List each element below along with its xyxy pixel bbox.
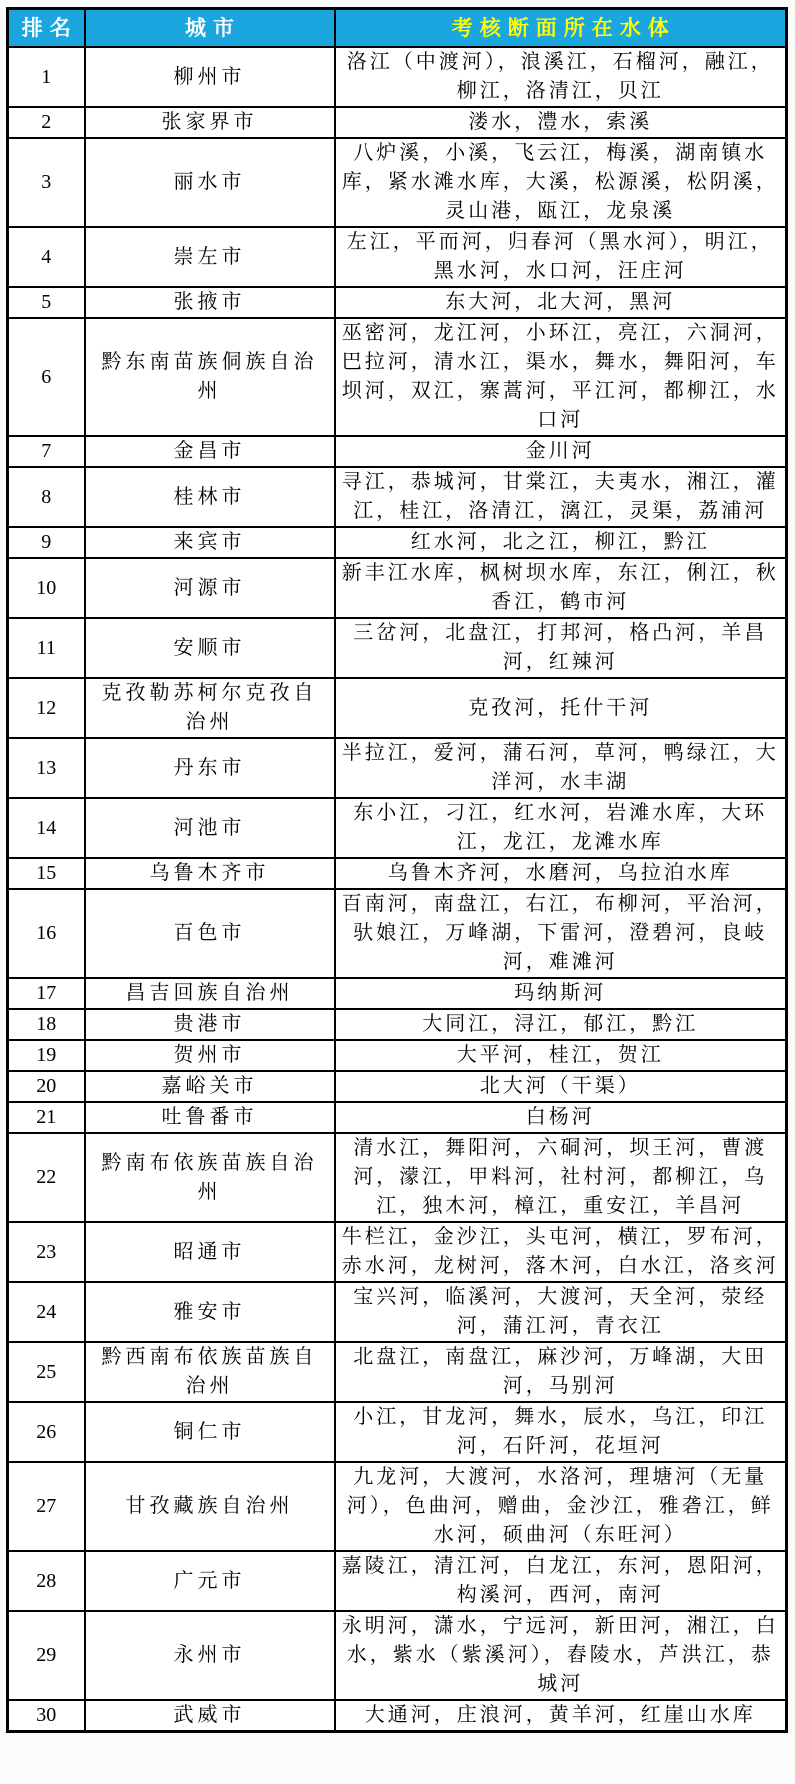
- table-row: [8, 527, 787, 558]
- waters-cell: 洛江（中渡河），浪溪江，石榴河，融江，柳江，洛清江，贝江: [335, 47, 787, 107]
- rank-cell: 1: [8, 47, 85, 107]
- header-row: [8, 9, 787, 48]
- city-cell: 金昌市: [85, 436, 335, 467]
- waters-cell: 百南河，南盘江，右江，布柳河，平治河，驮娘江，万峰湖，下雷河，澄碧河，良岐河，难滩河: [335, 889, 787, 978]
- city-cell: 武威市: [85, 1700, 335, 1732]
- city-cell: 黔东南苗族侗族自治州: [85, 318, 335, 436]
- rank-cell: 29: [8, 1611, 85, 1700]
- table-row: [8, 1009, 787, 1040]
- city-cell: 桂林市: [85, 467, 335, 527]
- city-cell: 贺州市: [85, 1040, 335, 1071]
- column-header-waters: 考核断面所在水体: [335, 9, 787, 48]
- column-header-rank: 排名: [8, 9, 85, 48]
- rank-cell: 18: [8, 1009, 85, 1040]
- waters-cell: 牛栏江，金沙江，头屯河，横江，罗布河，赤水河，龙树河，落木河，白水江，洛亥河: [335, 1222, 787, 1282]
- rank-cell: 28: [8, 1551, 85, 1611]
- waters-cell: 红水河，北之江，柳江，黔江: [335, 527, 787, 558]
- waters-cell: 清水江，舞阳河，六硐河，坝王河，曹渡河，濛江，甲料河，社村河，都柳江，乌江，独木河，樟江，重安江，羊昌河: [335, 1133, 787, 1222]
- table-row: [8, 618, 787, 678]
- table-row: [8, 1133, 787, 1222]
- waters-cell: 左江，平而河，归春河（黑水河），明江，黑水河，水口河，汪庄河: [335, 227, 787, 287]
- ranking-table: [6, 7, 788, 1733]
- city-cell: 河池市: [85, 798, 335, 858]
- waters-cell: 八炉溪，小溪，飞云江，梅溪，湖南镇水库，紧水滩水库，大溪，松源溪，松阴溪，灵山港，瓯江，龙泉溪: [335, 138, 787, 227]
- city-cell: 铜仁市: [85, 1402, 335, 1462]
- rank-cell: 22: [8, 1133, 85, 1222]
- city-cell: 永州市: [85, 1611, 335, 1700]
- table-row: [8, 1700, 787, 1732]
- rank-cell: 4: [8, 227, 85, 287]
- table-row: [8, 1102, 787, 1133]
- waters-cell: 克孜河，托什干河: [335, 678, 787, 738]
- rank-cell: 24: [8, 1282, 85, 1342]
- table-row: [8, 1551, 787, 1611]
- city-cell: 克孜勒苏柯尔克孜自治州: [85, 678, 335, 738]
- table-header: [8, 9, 787, 48]
- table-row: [8, 738, 787, 798]
- city-cell: 柳州市: [85, 47, 335, 107]
- table-row: [8, 227, 787, 287]
- rank-cell: 14: [8, 798, 85, 858]
- city-cell: 雅安市: [85, 1282, 335, 1342]
- table-row: [8, 47, 787, 107]
- waters-cell: 大通河，庄浪河，黄羊河，红崖山水库: [335, 1700, 787, 1732]
- table-row: [8, 1040, 787, 1071]
- table-row: [8, 889, 787, 978]
- table-row: [8, 978, 787, 1009]
- waters-cell: 寻江，恭城河，甘棠江，夫夷水，湘江，灌江，桂江，洛清江，漓江，灵渠，荔浦河: [335, 467, 787, 527]
- rank-cell: 15: [8, 858, 85, 889]
- table-row: [8, 798, 787, 858]
- column-header-city: 城市: [85, 9, 335, 48]
- table-row: [8, 678, 787, 738]
- waters-cell: 金川河: [335, 436, 787, 467]
- city-cell: 张家界市: [85, 107, 335, 138]
- waters-cell: 玛纳斯河: [335, 978, 787, 1009]
- waters-cell: 三岔河，北盘江，打邦河，格凸河，羊昌河，红辣河: [335, 618, 787, 678]
- city-cell: 广元市: [85, 1551, 335, 1611]
- waters-cell: 巫密河，龙江河，小环江，亮江，六洞河，巴拉河，清水江，渠水，舞水，舞阳河，车坝河，双江，寨蒿河，平江河，都柳江，水口河: [335, 318, 787, 436]
- waters-cell: 北盘江，南盘江，麻沙河，万峰湖，大田河，马别河: [335, 1342, 787, 1402]
- city-cell: 安顺市: [85, 618, 335, 678]
- waters-cell: 东大河，北大河，黑河: [335, 287, 787, 318]
- waters-cell: 乌鲁木齐河，水磨河，乌拉泊水库: [335, 858, 787, 889]
- city-cell: 嘉峪关市: [85, 1071, 335, 1102]
- city-cell: 乌鲁木齐市: [85, 858, 335, 889]
- rank-cell: 10: [8, 558, 85, 618]
- rank-cell: 26: [8, 1402, 85, 1462]
- table-row: [8, 858, 787, 889]
- city-cell: 吐鲁番市: [85, 1102, 335, 1133]
- rank-cell: 7: [8, 436, 85, 467]
- waters-cell: 大同江，浔江，郁江，黔江: [335, 1009, 787, 1040]
- table-row: [8, 436, 787, 467]
- city-cell: 张掖市: [85, 287, 335, 318]
- rank-cell: 20: [8, 1071, 85, 1102]
- city-cell: 昭通市: [85, 1222, 335, 1282]
- waters-cell: 半拉江，爱河，蒲石河，草河，鸭绿江，大洋河，水丰湖: [335, 738, 787, 798]
- waters-cell: 嘉陵江，清江河，白龙江，东河，恩阳河，构溪河，西河，南河: [335, 1551, 787, 1611]
- rank-cell: 2: [8, 107, 85, 138]
- waters-cell: 北大河（干渠）: [335, 1071, 787, 1102]
- city-cell: 黔西南布依族苗族自治州: [85, 1342, 335, 1402]
- rank-cell: 6: [8, 318, 85, 436]
- city-cell: 昌吉回族自治州: [85, 978, 335, 1009]
- city-cell: 甘孜藏族自治州: [85, 1462, 335, 1551]
- rank-cell: 16: [8, 889, 85, 978]
- table-row: [8, 1222, 787, 1282]
- rank-cell: 25: [8, 1342, 85, 1402]
- rank-cell: 13: [8, 738, 85, 798]
- rank-cell: 5: [8, 287, 85, 318]
- table-row: [8, 558, 787, 618]
- city-cell: 丽水市: [85, 138, 335, 227]
- table-row: [8, 1402, 787, 1462]
- waters-cell: 东小江，刁江，红水河，岩滩水库，大环江，龙江，龙滩水库: [335, 798, 787, 858]
- rank-cell: 30: [8, 1700, 85, 1732]
- table-row: [8, 1462, 787, 1551]
- waters-cell: 白杨河: [335, 1102, 787, 1133]
- city-cell: 崇左市: [85, 227, 335, 287]
- table-row: [8, 107, 787, 138]
- rank-cell: 3: [8, 138, 85, 227]
- waters-cell: 永明河，潇水，宁远河，新田河，湘江，白水，紫水（紫溪河），舂陵水，芦洪江，恭城河: [335, 1611, 787, 1700]
- city-cell: 百色市: [85, 889, 335, 978]
- rank-cell: 9: [8, 527, 85, 558]
- city-cell: 来宾市: [85, 527, 335, 558]
- waters-cell: 宝兴河，临溪河，大渡河，天全河，荥经河，蒲江河，青衣江: [335, 1282, 787, 1342]
- table-row: [8, 1282, 787, 1342]
- waters-cell: 溇水，澧水，索溪: [335, 107, 787, 138]
- table-row: [8, 467, 787, 527]
- rank-cell: 23: [8, 1222, 85, 1282]
- table-body: [8, 47, 787, 1732]
- rank-cell: 17: [8, 978, 85, 1009]
- city-cell: 丹东市: [85, 738, 335, 798]
- rank-cell: 19: [8, 1040, 85, 1071]
- waters-cell: 小江，甘龙河，舞水，辰水，乌江，印江河，石阡河，花垣河: [335, 1402, 787, 1462]
- rank-cell: 27: [8, 1462, 85, 1551]
- table-row: [8, 138, 787, 227]
- waters-cell: 大平河，桂江，贺江: [335, 1040, 787, 1071]
- rank-cell: 11: [8, 618, 85, 678]
- rank-cell: 12: [8, 678, 85, 738]
- waters-cell: 九龙河，大渡河，水洛河，理塘河（无量河），色曲河，赠曲，金沙江，雅砻江，鲜水河，硕曲河（东旺河）: [335, 1462, 787, 1551]
- table-row: [8, 1342, 787, 1402]
- rank-cell: 8: [8, 467, 85, 527]
- table-row: [8, 1071, 787, 1102]
- city-cell: 河源市: [85, 558, 335, 618]
- city-cell: 贵港市: [85, 1009, 335, 1040]
- table-row: [8, 287, 787, 318]
- waters-cell: 新丰江水库，枫树坝水库，东江，俐江，秋香江，鹤市河: [335, 558, 787, 618]
- table-row: [8, 1611, 787, 1700]
- table-row: [8, 318, 787, 436]
- city-cell: 黔南布依族苗族自治州: [85, 1133, 335, 1222]
- rank-cell: 21: [8, 1102, 85, 1133]
